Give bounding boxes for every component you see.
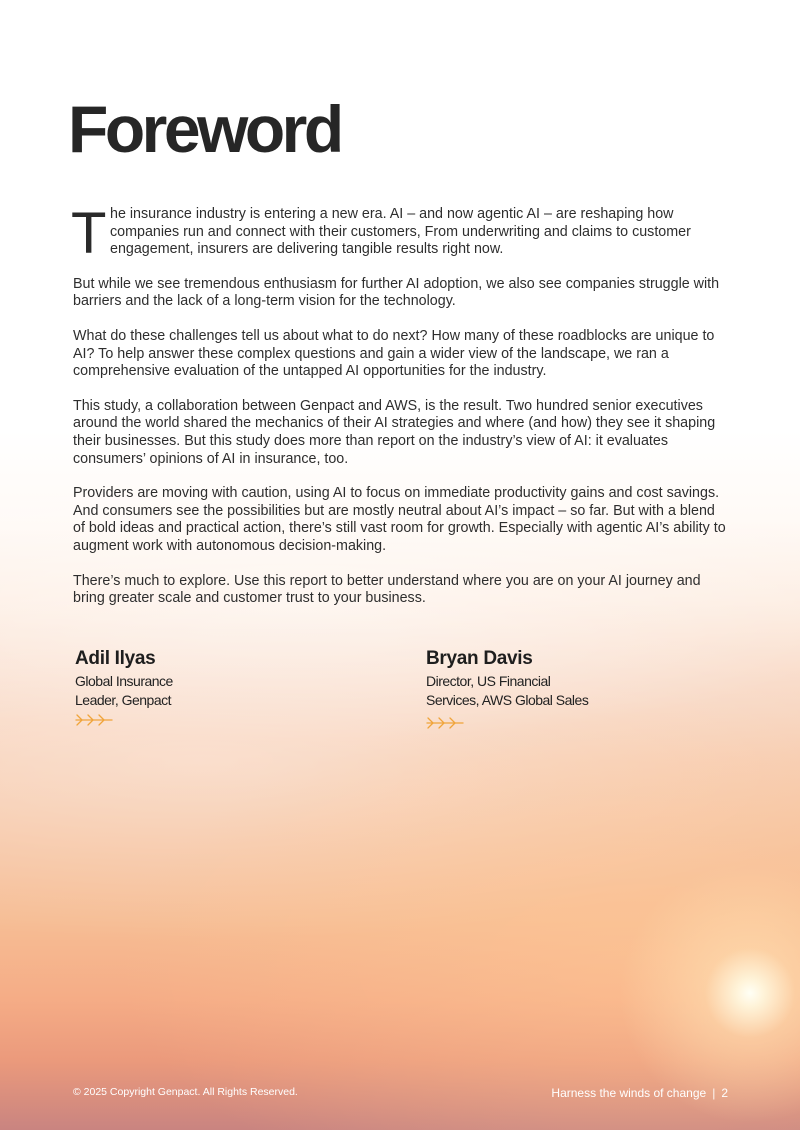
page-title: Foreword [68,92,341,166]
signatory-name: Bryan Davis [426,648,533,669]
genpact-arrows-icon [426,716,466,730]
foreword-paragraph-1-text: he insurance industry is entering a new era. AI – and now agentic AI – are reshaping how companies run and connect with their customers, From underwriting and claims to customer engagement, insurers are delivering tangible results right now. [110,206,691,258]
signatory-title-line: Director, US Financial [426,673,551,689]
signatory-bryan-davis [426,648,626,730]
page-number: 2 [721,1086,728,1100]
foreword-paragraph-4: This study, a collaboration between Genpact and AWS, is the result. Two hundred senior executives around the world shared the mechanics of their AI strategies and where (and how) they see it shaping their businesses. But this study does more than report on the industry’s view of AI: it evaluates consumers’ opinions of AI in insurance, too. [73,397,716,467]
genpact-arrows-icon [75,713,115,727]
foreword-paragraph-3: What do these challenges tell us about what to do next? How many of these roadblocks are unique to AI? To help answer these complex questions and gain a wider view of the landscape, we ran a comprehensive evaluation of the untapped AI opportunities for the industry. [73,327,715,380]
foreword-paragraph-2: But while we see tremendous enthusiasm for further AI adoption, we also see companies struggle with barriers and the lack of a long-term vision for the technology. [73,275,720,310]
foreword-body [71,201,729,625]
signatory-title-line: Leader, Genpact [75,692,172,708]
footer-report-info [551,1086,728,1100]
signatory-adil-ilyas [75,648,275,727]
foreword-paragraph-6: There’s much to explore. Use this report to better understand where you are on your AI journey and bring greater scale and customer trust to your business. [73,572,701,607]
signatory-title-line: Global Insurance [75,673,173,689]
signatory-title [75,672,275,710]
drop-cap: T [71,201,107,266]
footer-separator: | [712,1086,716,1100]
foreword-paragraph-5: Providers are moving with caution, using AI to focus on immediate productivity gains and cost savings. And consumers see the possibilities but are mostly neutral about AI’s impact – so far. But with a blend of bold ideas and practical action, there’s still vast room for growth. Especially with agentic AI’s ability to augment work with autonomous decision-making. [73,485,726,554]
signatory-name: Adil Ilyas [75,648,156,669]
signatory-title-line: Services, AWS Global Sales [426,692,589,708]
footer-copyright: © 2025 Copyright Genpact. All Rights Reserved. [73,1086,298,1098]
foreword-paragraph-1 [71,201,729,266]
footer-report-title: Harness the winds of change [551,1086,707,1100]
signatory-title [426,672,626,710]
